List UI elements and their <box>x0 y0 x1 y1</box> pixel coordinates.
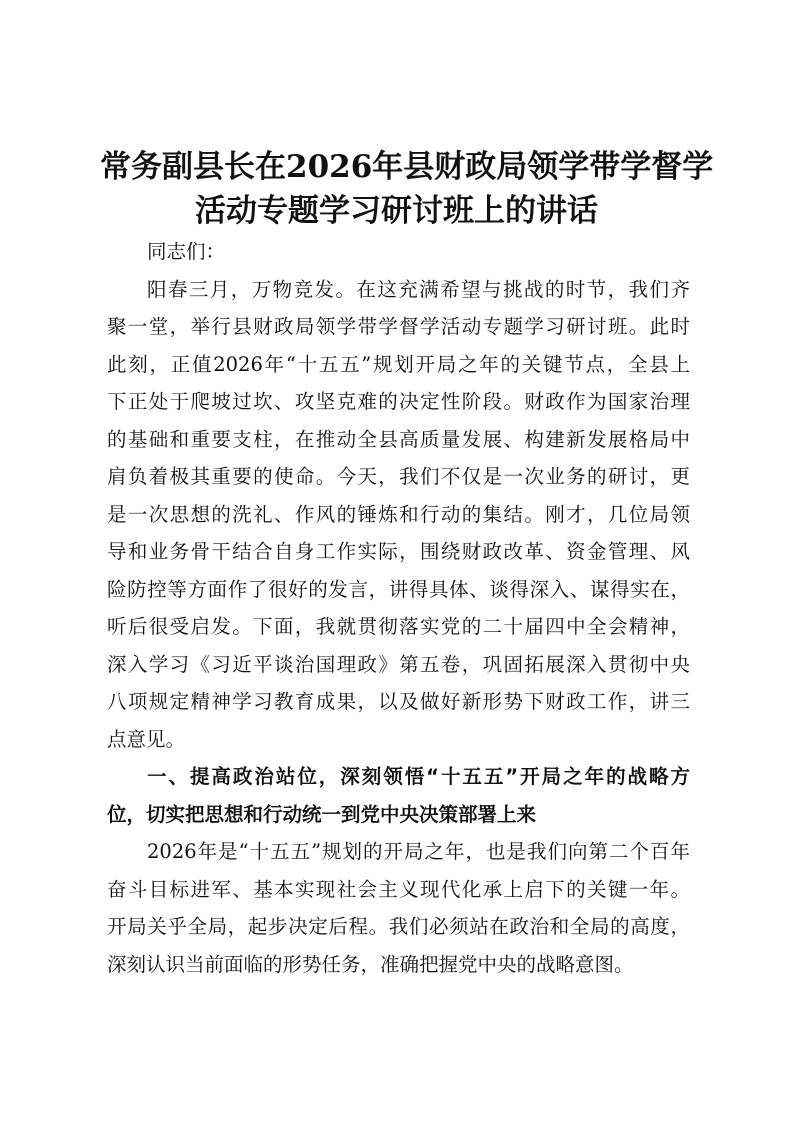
section-heading-1 <box>107 758 690 833</box>
paragraph-line: 是一次思想的洗礼、作风的锤炼和行动的集结。刚才，几位局领 <box>107 502 690 526</box>
paragraph-line: 点意见。 <box>107 727 186 751</box>
heading-line: 一、提高政治站位，深刻领悟“十五五”开局之年的战略方 <box>147 765 690 788</box>
paragraph-line: 八项规定精神学习教育成果，以及做好新形势下财政工作，讲三 <box>107 690 690 713</box>
document-title <box>100 145 714 233</box>
paragraph-line: 的基础和重要支柱，在推动全县高质量发展、构建新发展格局中 <box>107 427 690 451</box>
paragraph-line: 开局关乎全局，起步决定后程。我们必须站在政治和全局的高度， <box>107 915 690 938</box>
paragraph-line: 深入学习《习近平谈治国理政》第五卷，巩固拓展深入贯彻中央 <box>107 652 690 676</box>
paragraph-line: 下正处于爬坡过坎、攻坚克难的决定性阶段。财政作为国家治理 <box>107 390 690 413</box>
paragraph-line: 导和业务骨干结合自身工作实际，围绕财政改革、资金管理、风 <box>107 540 690 563</box>
paragraph-line: 深刻认识当前面临的形势任务，准确把握党中央的战略意图。 <box>107 952 634 976</box>
paragraph-line: 此刻，正值2026年“十五五”规划开局之年的关键节点，全县上 <box>107 352 690 376</box>
paragraph-line: 听后很受启发。下面，我就贯彻落实党的二十届四中全会精神， <box>107 615 690 638</box>
paragraph-line: 阳春三月，万物竞发。在这充满希望与挑战的时节，我们齐 <box>147 277 690 301</box>
paragraph-line: 聚一堂，举行县财政局领学带学督学活动专题学习研讨班。此时 <box>107 315 690 338</box>
paragraph-line: 奋斗目标进军、基本实现社会主义现代化承上启下的关键一年。 <box>107 877 690 901</box>
paragraph-2 <box>107 833 690 983</box>
document-body <box>107 233 690 983</box>
title-line-2: 活动专题学习研讨班上的讲话 <box>195 193 598 229</box>
greeting: 同志们： <box>147 240 226 263</box>
heading-line: 位，切实把思想和行动统一到党中央决策部署上来 <box>107 802 537 826</box>
paragraph-line: 肩负着极其重要的使命。今天，我们不仅是一次业务的研讨，更 <box>107 465 690 488</box>
paragraph-1 <box>107 271 690 759</box>
paragraph-line: 险防控等方面作了很好的发言，讲得具体、谈得深入、谋得实在， <box>107 577 690 601</box>
paragraph-line: 2026年是“十五五”规划的开局之年，也是我们向第二个百年 <box>147 840 690 863</box>
title-line-1: 常务副县长在2026年县财政局领学带学督学 <box>100 149 714 185</box>
